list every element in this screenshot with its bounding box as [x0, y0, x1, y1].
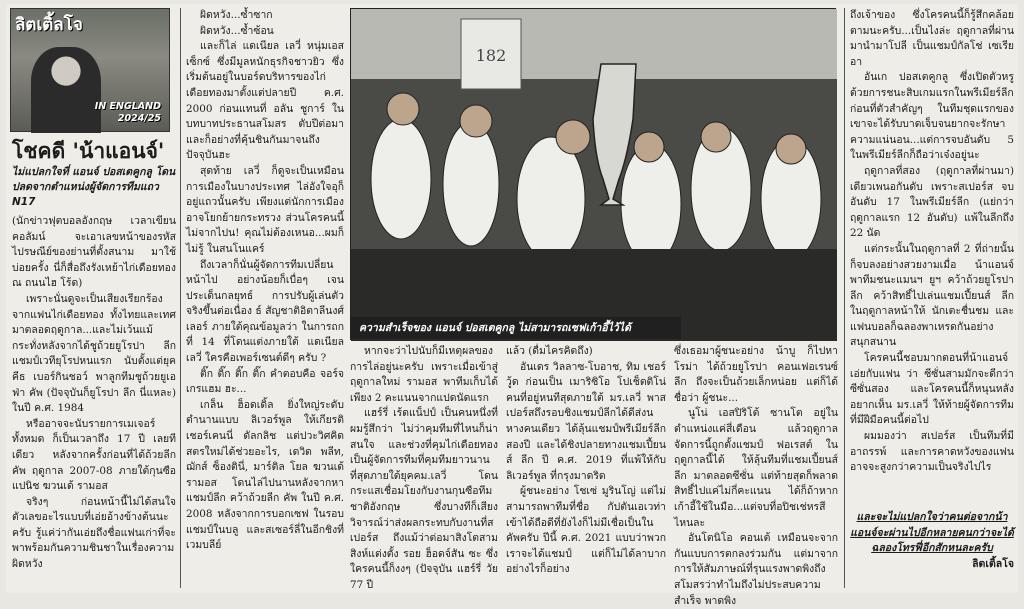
paragraph: ผิดหวัง...ซ้ำซาก [200, 9, 273, 21]
paragraph: แล้ว (ดื่มไครคิดถึง) [506, 345, 593, 357]
paragraph: แฮร์รี่ เร้ดแน็ปป์ เป็นคนหนึ่งที่ผมรู้สึกว่า ไม่ว่าคุมทีมที่ไหนก็น่าสนใจ และช่วงที่คุมไก่เดือยทอง เป็นผู้จัดการทีมที่คุมทีมยาวนานที่สุดภายใต้ยุคคม.เลวี่ โดนกระแสเชื่อมโยงกับงานกุนซือทีมชาติอังกฤษ ซึ่งบางทีก็เสียงวิจารณ์ว่าส่งผลกระทบกับงานที่สเปอร์ส ถึงแม้ว่าต่อมาสิงโตสามสิงห์แต่งตั้ง รอย ฮ็อดจ์สัน ซะ ซึ่งใครคนนี้ก็งงๆ (ปัจจุบัน แฮร์รี่ วัย 77 ปี [350, 407, 498, 591]
paragraph: ติ๊ก ติ๊ก ติ๊ก ติ๊ก คำตอบคือ จอร์จ เกรแฮม ฮะ... [186, 367, 344, 396]
text-column-5 [674, 344, 838, 607]
column-masthead [10, 8, 170, 132]
paragraph: ผิดหวัง...ซ้ำซ้อน [200, 24, 274, 37]
closing-block [850, 510, 1014, 588]
newspaper-page [6, 4, 1018, 607]
paragraph: ผู้ชนะอย่าง โชเซ่ มูรินโญ่ แต่ไม่สามารถพาทีมที่ชื่อ กัปตันเอเวท่าเข้าได้ถือดีที่ยังไงก็ไม่มีเชื่อเป็นในคัพครับ ปีนี้ ค.ศ. 2021 แบบว่าพวกเราจะได้แชมป์ แต่ก็ไม่ได้ลาบาก อย่างไรก็อย่าง [506, 485, 666, 576]
text-column-3 [350, 344, 498, 591]
text-column-2 [186, 8, 344, 588]
closing-line: และจะไม่แปลกใจว่าคนต่อจากน้าแอนจ์จะผ่านไปอีกหลายคนกว่าจะได้ฉลองโทรฟี่อีกสักหนละครับ [850, 511, 1014, 555]
trophy-celebration-photo [350, 8, 836, 340]
columnist-photo [31, 47, 101, 133]
text-column-1 [12, 214, 176, 590]
paragraph: เกล็น ฮ็อดเดิ้ล ยิ่งใหญ่ระดับตำนานแบบ ลิเวอร์พูล ให้เกียรติ เชอร์เคนนี่ ดัลกลิช แต่ปวะวิศคิดสตรใหม่ได้ช่วยอะไร, เดวิด พลีท, ฌักส์ ซ็องตินี่, มาร์ติล โยล ฆวนเด้ รามอส โดนไล่ไปนานหลังจากหาแชมป์ลีก คว้าถ้วยลีก คัพ ในปี ค.ศ. 2008 หลังจากการบอกเซฟ ในรอบแชมป์ในบลู และสเซอร์ลี่ในอีกชิงที่เวมบลีย์ [186, 398, 344, 552]
paragraph: และก็ไล่ แดเนียล เลวี่ หนุ่มเอสเซ็กซ์ ซึ่งมีมูลหนักธุรกิจชาวยิว ซึ่งเริ่มต้นอยู่ในบอร์ดบริหารของไก่เดือยทองมาตั้งแต่ปลายปี ค.ศ. 2000 ก่อนแทนที่ อลัน ชูการ์ ในบทบาทประธานสโมสร ตับปีต่อมาและก็อย่างที่คุ้นชินกันมาจนถึงปัจจุบันฮะ [186, 40, 344, 162]
paragraph: โครคนนี้ชอบมากตอนที่น้าแอนจ์ เอ่ยกับแฟน ว่า ซีซั่นสามมักจะดีกว่าซีซั่นสอง และโครคนนี้ก็หนุนหลังอยากเห็น มร.เลวี่ ให้ท้ายผู้จัดการทีมที่มีฝีมือคนนี้ต่อไป [850, 352, 1014, 427]
paragraph: สุดท้าย เลวี่ ก็ดูจะเป็นเหมือนการเมืองในบางประเทศ ไล่อังใจอุก็อยู่แถวนั้นครับ เพียงแต่นักการเมืองอาจโยกย้ายกระทรวง ส่วนโครคนนี้ ไม่จากไปน! คุณไม่ต้องเหนอ...ผมก็ไม่รู้ ในสนโนแคร์ [186, 164, 344, 255]
paragraph: แต่กระนั้นในฤดูกาลที่ 2 ที่ถ่ายนั้นก็จบลงอย่างสวยงามเมื่อ น้าแอนจ์ พาทีมชนะแมนฯ ยูฯ คว้าถ้วยยูโรปา ลีก คว้าสิทธิ์ไปเล่นแชมเปี้ยนส์ ลีก ในฤดูกาลหน้าให้ นักเตะชื่นชม และแฟนบอลก็ฉลองพาเหรดกันอย่างสนุกสนาน [850, 242, 1014, 349]
paragraph: ผมมองว่า สเปอร์ส เป็นทีมที่มีอาถรรพ์ และการคาดหวังของแฟนอาจจะสูงกว่าความเป็นจริงไปไร [850, 430, 1014, 474]
byline: ลิตเติ้ลโจ [972, 557, 1014, 570]
paragraph: หรืออาจจะนับรายการเมเจอร์ทั้งหมด ก็เป็นเวลาถึง 17 ปี เลยทีเดียว หลังจากครั้งก่อนที่ได้ถ้วยลีก คัพ ฤดูกาล 2007-08 ภายใต้กุนซือแปนิช ฆวนเด้ รามอส [12, 417, 176, 493]
column-divider [180, 8, 181, 588]
paragraph: ถึงเวลาก็นั่นผู้จัดการทีมเปลี่ยนหน้าไป อย่างน้อยก็เบื่อๆ เจนประเด็นกลยุทธ์ การปรับผู้เล่นตัวจริงขึ้นต่อเนื่อง ธ์ สัญชาติอิตาลีนงศ์เลอร์ ภายใต้คุณข้อมูลว่า ในการถกที่ 14 ที่โดนแต่งภายใต้ แดเนียล เลวี่ ใครคือเพอร์เซนต์ดีๆ ครับ ? [186, 258, 344, 365]
paragraph: อันโตนิโอ คอนเต้ เหมือนจะจากกันแบบการตกลงร่วมกัน แต่มาจากการให้สัมภาษณ์ที่รุนแรงพาดพิงถึงสโมสรว่าทำไมถึงไม่ประสบความสำเร็จ พาดพิง [674, 532, 838, 607]
photo-caption: ความสำเร็จของ แอนจ์ ปอสเตคูกลู ไม่สามารถเซฟเก้าอี้ไว้ได้ [351, 317, 681, 339]
text-column-6 [850, 8, 1014, 508]
paragraph: นูโน่ เอสปิริโต้ ซานโต อยู่ในตำแหน่งแค่สี่เดือน แล้วฤดูกาลจัดการนี้ถูกตั้งแชมป์ ฟอเรสต์ ในฤดูกาลนี้ได้ ให้ลุ้นทีมที่แชมเปี้ยนส์ ลีก มาตลอดซีซั่น แต่ท้ายสุดก็พลาดสิทธิ์ไปแค่ไม่กี่คะแนน ได้ก็ถ้าหากเก้าอี้ใช้ในมือ...แต่จบที่อปิชเช่หรสีไหนละ [674, 407, 838, 529]
text-column-4 [506, 344, 666, 588]
deck: ไม่แปลกใจที่ แอนจ์ ปอสเตคูกลู โดนปลดจากตำแหน่งผู้จัดการทีมแถว N17 [12, 166, 176, 208]
paragraph: อันเดร วิลลาซ-โบอาช, ทิม เชอร์วู้ด ก่อนเป็น เมาริซิโอ โปเช็ตติโน่ คนที่อยู่หนทีสุดภายใต้ มร.เลวี่ พาสเปอร์สถึงรอบชิงแชมป์ลีกได้ดีส่งนหางคนเดียว ได้ลุ้นแชมป์พรีเมียร์ลีกสองปี และได้ชิงปลายทางแชมเปี้ยนส์ ลีก ปี ค.ศ. 2019 ที่แพ้ให้กับลิเวอร์พูล ที่กรุงมาดริด [506, 360, 666, 482]
column-divider [844, 8, 845, 588]
paragraph: (นักข่าวฟุตบอลอังกฤษ เวลาเขียนคอลัมน์ จะเอาเลขหน้าของรหัสไปรษณีย์ของย่านที่ตั้งสนาม มาใช้บ่อยครั้ง นี่ก็สื่อถึงรังเหย้าไก่เดือยทอง ณ ถนนไฮ โร้ด) [12, 215, 176, 290]
paragraph: อันเก ปอสเตคูกลู ซึ่งเปิดตัวหรูด้วยการชนะสิบเกมแรกในพรีเมียร์ลีกก่อนที่ตัวสำคัญๆ ในทีมชุดแรกของเขาจะได้รับบาดเจ็บจนยากจะรักษาความแน่นอน...แต่การจบอันดับ 5 ในพรีเมียร์ลีกก็ถือว่าเจ๋งอยู่นะ [850, 71, 1014, 162]
headline: โชคดี 'น้าแอนจ์' [12, 139, 165, 163]
svg-text:182: 182 [475, 46, 507, 65]
paragraph: จริงๆ ก่อนหน้านี้ไม่ได้สนใจตัวเลขอะไรแบบที่เอ่ยอ้างข้างต้นนะครับ รู้แค่ว่ากันเอ่ยถึงชื่อแฟนเก่าที่จะพาพร้อมกันความชินชาในเรื่องความผิดหวัง [12, 495, 176, 571]
column-subtitle-line1: IN ENGLAND [94, 101, 161, 112]
paragraph: เพราะนั่นดูจะเป็นเสียงเรียกร้องจากแฟนไก่เดือยทอง ทั้งไทยและเทศ มาตลอดฤดูกาล...และไม่เว้นแม้กระทั่งหลังจากได้ชูถ้วยยูโรปา ลีก แชมป์เวทียุโรปหนแรก นับตั้งแต่ยุค คีธ เบอร์กินชอว์ พาลูกทีมชูถ้วยยูเอฟ่า คัพ (ปัจจุบันก็ยูโรปา ลีก นี่แหละ) ในปี ค.ศ. 1984 [12, 292, 176, 415]
paragraph: ถึงเจ้าของ ซึ่งโครคนนี้ก็รู้สึกคล้อยตามนะครับ...เป็นไงล่ะ ฤดูกาลที่ผ่านมานำมาโปลี เป็นแชมป์กัลโช่ เซเรีย อา [850, 9, 1014, 68]
paragraph: ซึ่งเธอมาผู้ชนะอย่าง น้าบู ก็ไปหา โรม่า ได้ถ้วยยูโรปา คอนเฟอเรนซ์ ลีก ถึงจะเป็นถ้วยเล็กหน่อย แต่ก็ได้ชื่อว่า ผู้ชนะ... [674, 345, 838, 404]
column-subtitle-line2: 2024/25 [117, 113, 161, 124]
column-subtitle [95, 101, 161, 125]
column-title: ลิตเติ้ลโจ [15, 15, 83, 35]
photo-illustration [351, 9, 837, 341]
paragraph: หากจะว่าไปนับก็มีเหตุผลของการไล่อยู่นะครับ เพราะเมื่อเข้าสู่ฤดูกาลใหม่ รามอส พาทีมเก็บได้เพียง 2 คะแนนจากแปดนัดแรก [350, 345, 498, 404]
paragraph: ฤดูกาลที่สอง (ฤดูกาลที่ผ่านมา) เดียวเพนอกันดับ เพราะสเปอร์ส จบอันดับ 17 ในพรีเมียร์ลีก (แย่กว่าฤดูกาลแรก 12 อันดับ) แพ้ในลีกถึง 22 นัด [850, 164, 1014, 240]
